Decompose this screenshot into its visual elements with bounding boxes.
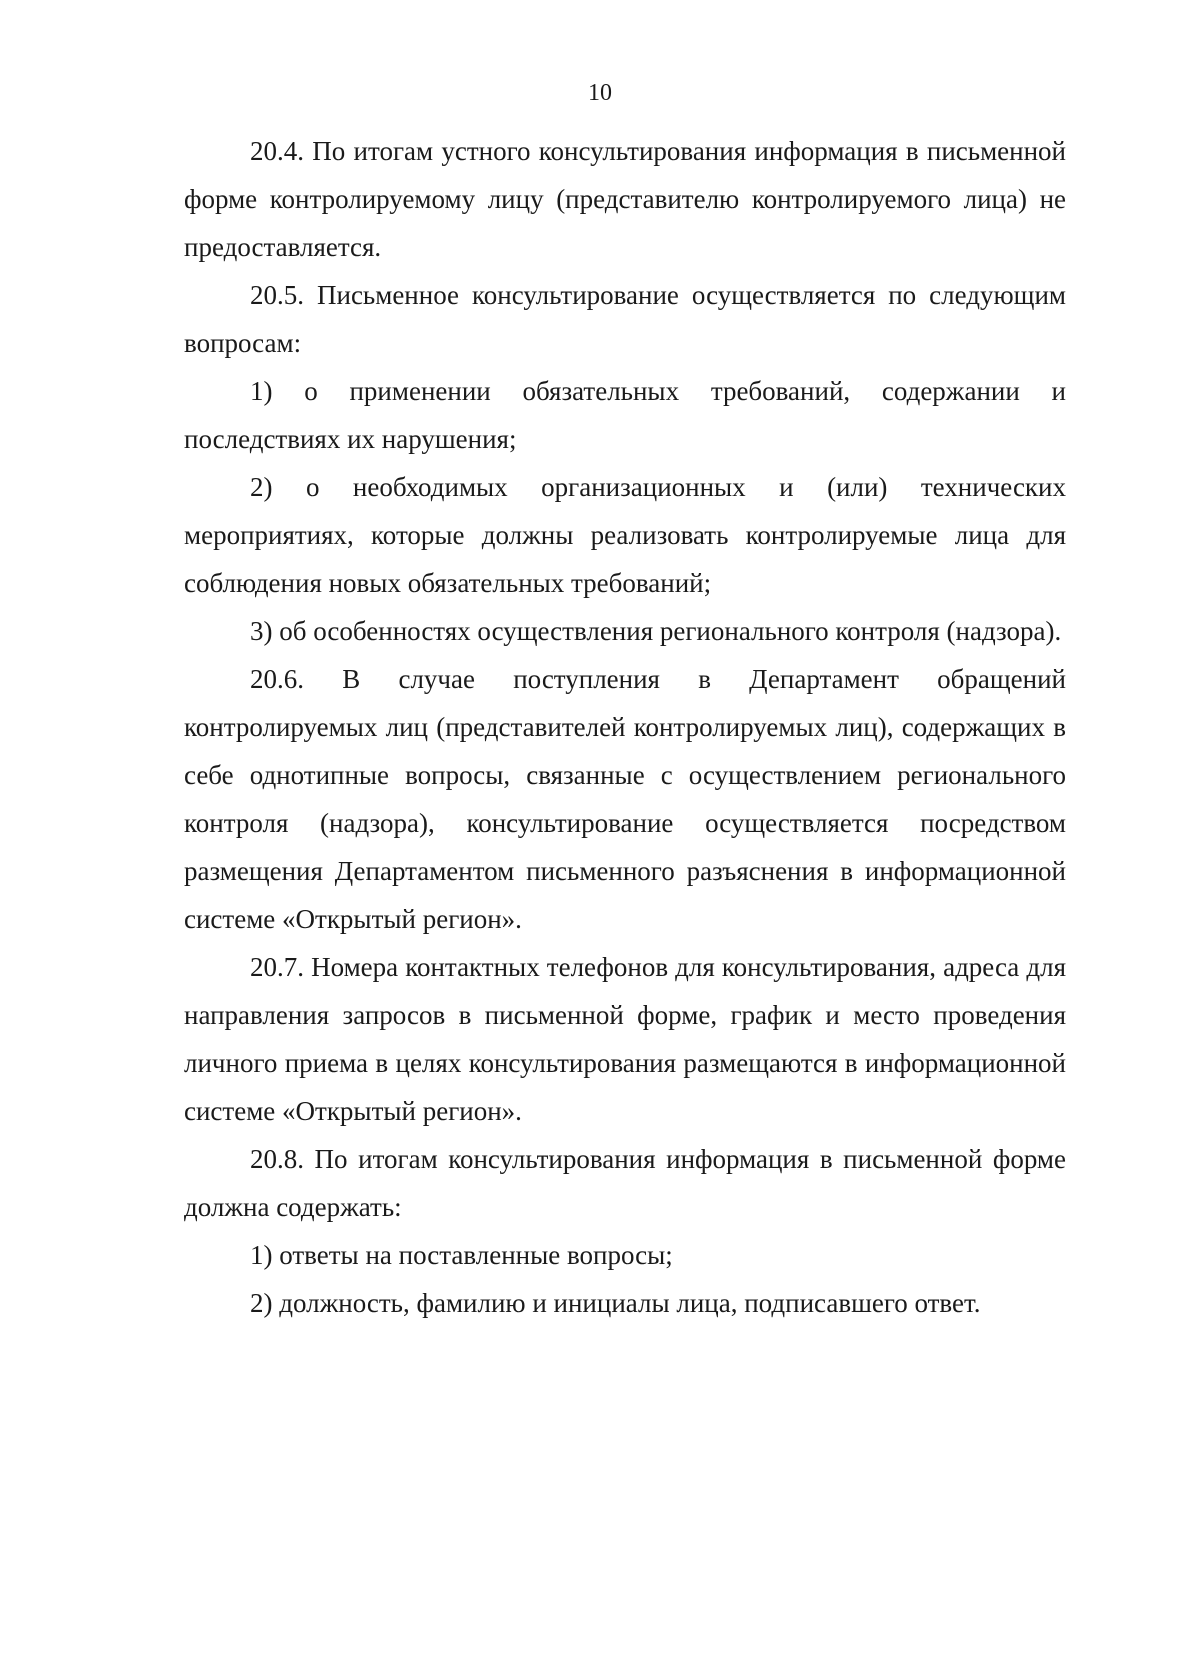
- paragraph-20-7: 20.7. Номера контактных телефонов для консультирования, адреса для направления запросов в письменной форме, график и место проведения личного приема в целях консультирования размещаются в информационной системе «Открытый регион».: [184, 952, 1066, 1126]
- page-number: 10: [588, 80, 612, 106]
- paragraph-20-4: 20.4. По итогам устного консультирования информация в письменной форме контролируемому лицу (представителю контролируемого лица) не предоставляется.: [184, 136, 1066, 262]
- paragraph-20-5: 20.5. Письменное консультирование осуществляется по следующим вопросам:: [184, 280, 1066, 358]
- list-item-20-5-2: 2) о необходимых организационных и (или) технических мероприятиях, которые должны реализовать контролируемые лица для соблюдения новых обязательных требований;: [184, 472, 1066, 598]
- list-item-20-8-1: 1) ответы на поставленные вопросы;: [250, 1240, 673, 1270]
- document-body: [184, 127, 1066, 1327]
- paragraph-20-8: 20.8. По итогам консультирования информация в письменной форме должна содержать:: [184, 1144, 1066, 1222]
- list-item-20-8-2: 2) должность, фамилию и инициалы лица, подписавшего ответ.: [250, 1288, 981, 1318]
- paragraph-20-6: 20.6. В случае поступления в Департамент обращений контролируемых лиц (представителей контролируемых лиц), содержащих в себе однотипные вопросы, связанные с осуществлением регионального контроля (надзора), консультирование осуществляется посредством размещения Департаментом письменного разъяснения в информационной системе «Открытый регион».: [184, 664, 1066, 934]
- list-item-20-5-1: 1) о применении обязательных требований, содержании и последствиях их нарушения;: [184, 376, 1066, 454]
- list-item-20-5-3: 3) об особенностях осуществления регионального контроля (надзора).: [250, 616, 1062, 646]
